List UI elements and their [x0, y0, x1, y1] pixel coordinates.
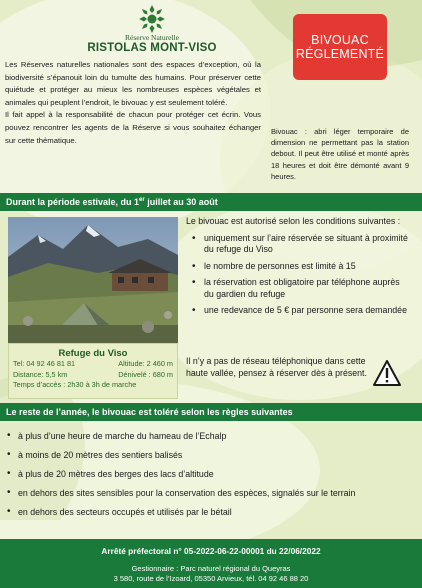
refuge-photo	[8, 217, 178, 343]
section-summer-sup: er	[139, 197, 145, 203]
reserve-logo	[72, 4, 232, 60]
section-summer-after: juillet au 30 août	[144, 197, 218, 207]
bivouac-definition: Bivouac : abri léger temporaire de dimension ne permettant pas la station debout. Il peut être utilisé et monté après 18 heures et doit être démonté avant 9 heures.	[271, 127, 409, 181]
badge-line-2: RÉGLEMENTÉ	[295, 47, 385, 61]
badge-line-1: BIVOUAC	[311, 33, 369, 47]
section-summer-before: Durant la période estivale, du 1	[6, 197, 140, 207]
list-item: • la réservation est obligatoire par téléphone auprès du gardien du refuge	[186, 277, 411, 300]
manager-info	[0, 564, 422, 583]
bivouac-badge	[293, 14, 387, 80]
list-item: • une redevance de 5 € par personne sera demandée	[186, 305, 411, 317]
refuge-distance: Distance: 5,5 km	[13, 369, 68, 379]
list-item: • en dehors des secteurs occupés et utilisés par le bétail	[6, 506, 416, 518]
manager-address: 3 580, route de l’Izoard, 05350 Arvieux, tél. 04 92 46 88 20	[113, 573, 309, 583]
logo-subtitle: Réserve Naturelle	[125, 33, 179, 42]
list-item: • à moins de 20 mètres des sentiers balisés	[6, 449, 416, 461]
intro-text	[5, 59, 261, 147]
rest-of-year-list	[6, 430, 416, 525]
summer-conditions	[186, 216, 411, 322]
intro-paragraph-1: Les Réserves naturelles nationales sont des espaces d’exception, où la biodiversité s’épanouit loin du tumulte des humains. Pour préserver cette quiétude et protéger au mieux les nombreuses espèces végétales et animales qui peuplent l’endroit, le bivouac y est seulement toléré.	[5, 60, 261, 107]
list-item: • en dehors des sites sensibles pour la conservation des espèces, signalés sur le terrain	[6, 487, 416, 499]
refuge-elevation-gain: Dénivelé : 680 m	[118, 369, 173, 379]
manager-name: Gestionnaire : Parc naturel régional du Queyras	[131, 564, 291, 573]
section-rest-heading: Le reste de l’année, le bivouac est toléré selon les règles suivantes	[0, 403, 422, 421]
warning-triangle-icon	[372, 359, 402, 387]
conditions-intro: Le bivouac est autorisé selon les conditions suivantes :	[186, 216, 401, 226]
section-summer-heading	[0, 193, 422, 211]
intro-paragraph-2: Il fait appel à la responsabilité de chacun pour protéger cet écrin. Vous pouvez rencontrer les agents de la Réserve si vous souhaitez échanger sur cette thématique.	[5, 110, 261, 145]
refuge-access-time: Temps d’accès : 2h30 à 3h de marche	[13, 380, 137, 389]
refuge-phone: Tel: 04 92 46 81 81	[13, 359, 76, 368]
footer	[0, 539, 422, 588]
flower-logo-icon	[138, 4, 166, 34]
refuge-title: Refuge du Viso	[58, 348, 128, 359]
refuge-info-box	[8, 343, 178, 399]
list-item: • à plus de 20 mètres des berges des lacs d’altitude	[6, 468, 416, 480]
network-warning-text: Il n’y a pas de réseau téléphonique dans cette haute vallée, pensez à réserver dès à présent.	[186, 356, 367, 378]
logo-title: RISTOLAS MONT-VISO	[87, 42, 217, 54]
conditions-list	[186, 233, 411, 317]
refuge-altitude: Altitude: 2 460 m	[118, 359, 173, 368]
list-item: • à plus d’une heure de marche du hameau de l’Echalp	[6, 430, 416, 442]
list-item: • uniquement sur l’aire réservée se situant à proximité du refuge du Viso	[186, 233, 411, 256]
list-item: • le nombre de personnes est limité à 15	[186, 261, 411, 273]
prefectoral-decree: Arrêté préfectoral n° 05-2022-06-22-00001 du 22/06/2022	[101, 546, 321, 556]
